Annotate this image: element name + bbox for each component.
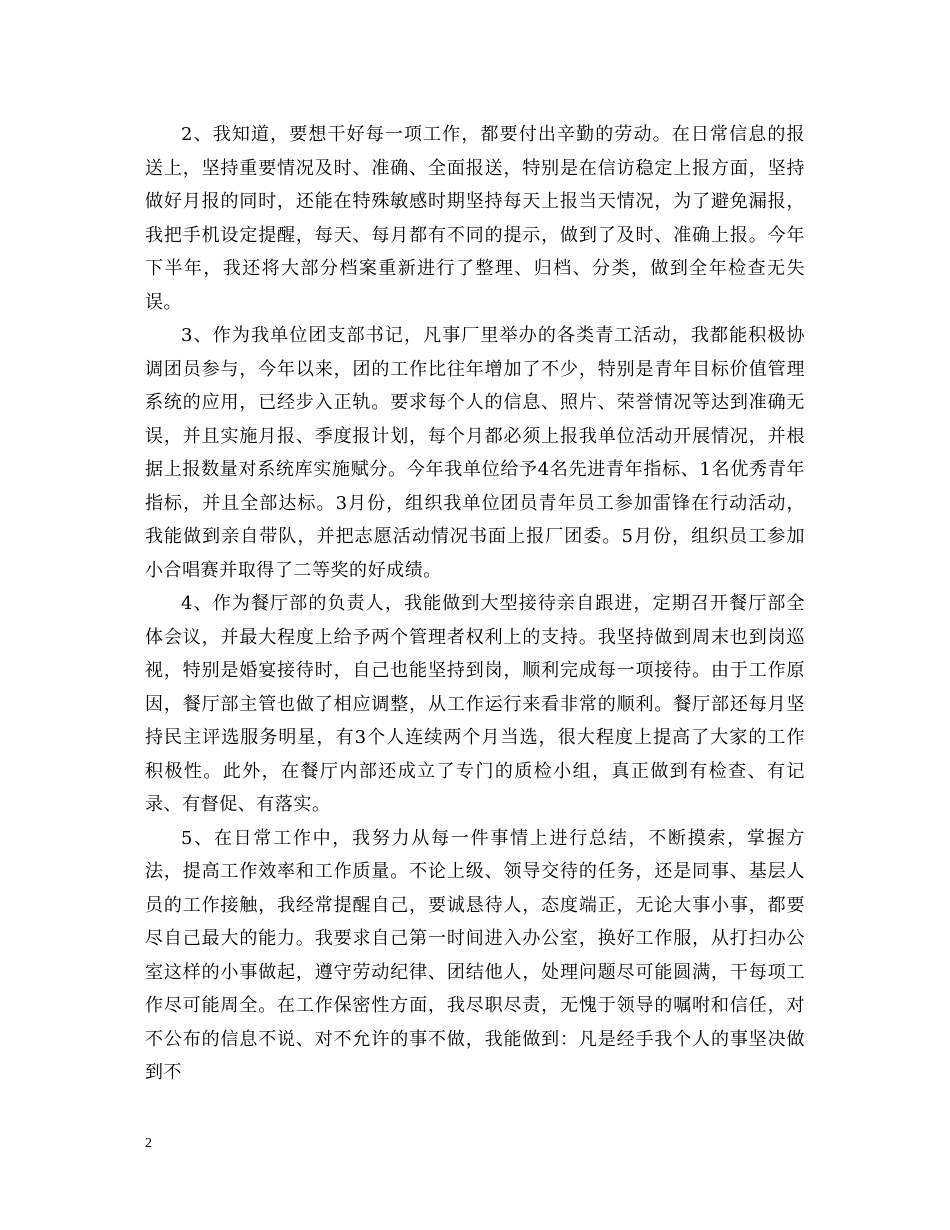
- paragraph-item-5: 5、在日常工作中，我努力从每一件事情上进行总结，不断摸索，掌握方法，提高工作效率和工作质量。不论上级、领导交待的任务，还是同事、基层人员的工作接触，我经常提醒自己，要诚恳待人，态度端正，无论大事小事，都要尽自己最大的能力。我要求自己第一时间进入办公室，换好工作服，从打扫办公室这样的小事做起，遵守劳动纪律、团结他人，处理问题尽可能圆满，干每项工作尽可能周全。在工作保密性方面，我尽职尽责，无愧于领导的嘱咐和信任，对不公布的信息不说、对不允许的事不做，我能做到：凡是经手我个人的事坚决做到不: [145, 827, 805, 1083]
- document-body: [145, 118, 805, 1090]
- page-number: 2: [145, 1136, 152, 1151]
- paragraph-item-4: 4、作为餐厅部的负责人，我能做到大型接待亲自跟进，定期召开餐厅部全体会议，并最大程度上给予两个管理者权利上的支持。我坚持做到周末也到岗巡视，特别是婚宴接待时，自己也能坚持到岗，顺利完成每一项接待。由于工作原因，餐厅部主管也做了相应调整，从工作运行来看非常的顺利。餐厅部还每月坚持民主评选服务明星，有3个人连续两个月当选，很大程度上提高了大家的工作积极性。此外，在餐厅内部还成立了专门的质检小组，真正做到有检查、有记录、有督促、有落实。: [145, 593, 805, 815]
- paragraph-item-3: 3、作为我单位团支部书记，凡事厂里举办的各类青工活动，我都能积极协调团员参与，今年以来，团的工作比往年增加了不少，特别是青年目标价值管理系统的应用，已经步入正轨。要求每个人的信息、照片、荣誉情况等达到准确无误，并且实施月报、季度报计划，每个月都必须上报我单位活动开展情况，并根据上报数量对系统库实施赋分。今年我单位给予4名先进青年指标、1名优秀青年指标，并且全部达标。3月份，组织我单位团员青年员工参加雷锋在行动活动，我能做到亲自带队，并把志愿活动情况书面上报厂团委。5月份，组织员工参加小合唱赛并取得了二等奖的好成绩。: [145, 325, 805, 581]
- paragraph-item-2: 2、我知道，要想干好每一项工作，都要付出辛勤的劳动。在日常信息的报送上，坚持重要情况及时、准确、全面报送，特别是在信访稳定上报方面，坚持做好月报的同时，还能在特殊敏感时期坚持每天上报当天情况，为了避免漏报，我把手机设定提醒，每天、每月都有不同的提示，做到了及时、准确上报。今年下半年，我还将大部分档案重新进行了整理、归档、分类，做到全年检查无失误。: [145, 124, 805, 313]
